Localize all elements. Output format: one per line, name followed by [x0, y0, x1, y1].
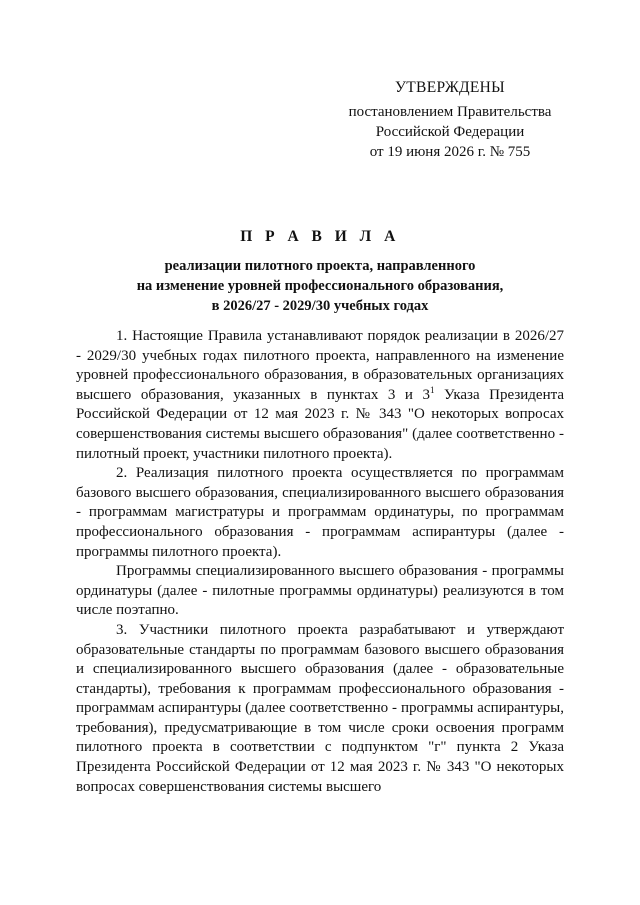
- title-main: П Р А В И Л А: [240, 228, 400, 245]
- approval-line: от 19 июня 2026 г. № 755: [369, 144, 531, 160]
- approval-heading: УТВЕРЖДЕНЫ: [395, 79, 505, 96]
- approval-line: постановлением Правительства: [348, 104, 552, 120]
- document-title: [80, 228, 560, 316]
- document-body: [76, 327, 564, 797]
- approval-stamp: [330, 78, 570, 162]
- title-subtitle-line: в 2026/27 - 2029/30 учебных годах: [211, 298, 429, 314]
- superscript: 1: [429, 384, 435, 395]
- title-subtitle-line: на изменение уровней профессионального образования,: [136, 278, 504, 294]
- approval-line: Российской Федерации: [375, 124, 525, 140]
- paragraph-4: 3. Участники пилотного проекта разрабатывают и утверждают образовательные стандарты по программам базового высшего образования и специализированного высшего образования (далее - образовательные стандарты), требования к программам профессионального образования - программам аспирантуры (далее соответственно - программы аспирантуры, требования), предусматривающие в том числе сроки освоения программ пилотного проекта в соответствии с подпунктом "г" пункта 2 Указа Президента Российской Федерации от 12 мая 2023 г. № 343 "О некоторых вопросах совершенствования системы высшего: [76, 621, 564, 795]
- title-subtitle-line: реализации пилотного проекта, направленного: [164, 258, 476, 274]
- paragraph-1: [76, 327, 564, 464]
- paragraph-1-end: Указа Президента Российской Федерации от 12 мая 2023 г. № 343 "О некоторых вопросах совершенствования системы высшего образования" (далее соответственно - пилотный проект, участники пилотного проекта).: [76, 386, 564, 462]
- paragraph-2: 2. Реализация пилотного проекта осуществляется по программам базового высшего образования, специализированного высшего образования - программам магистратуры и программам ординатуры, по программам профессионального образования - программам аспирантуры (далее - программы пилотного проекта).: [76, 465, 564, 560]
- paragraph-1-start: 1. Настоящие Правила устанавливают порядок реализации в 2026/27 - 2029/30 учебных годах пилотного проекта, направленного на изменение уровней профессионального образования, в образовательных организациях высшего образования, указанных в пунктах 3 и 3: [76, 328, 564, 403]
- paragraph-3: Программы специализированного высшего образования - программы ординатуры (далее - пилотные программы ординатуры) реализуются в том числе поэтапно.: [76, 563, 564, 619]
